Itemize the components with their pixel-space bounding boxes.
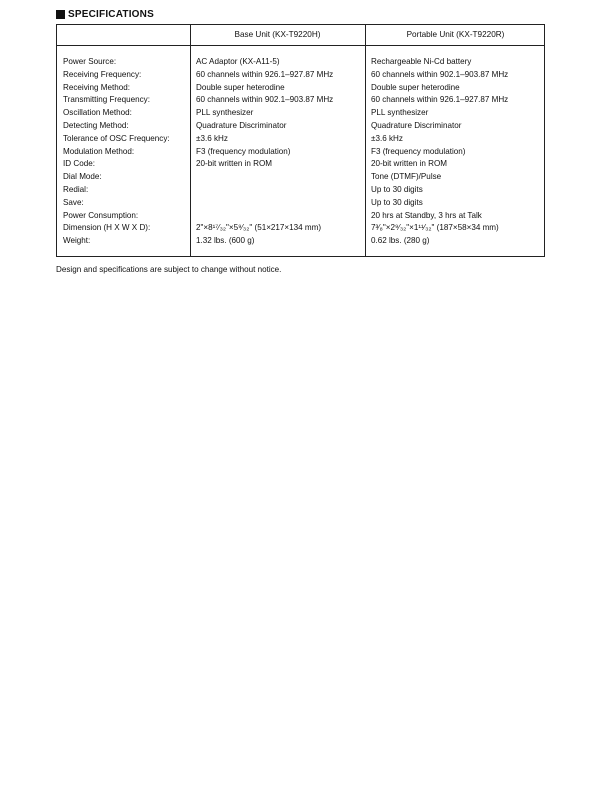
portable-unit-value: Up to 30 digits (371, 197, 423, 207)
table-row (57, 210, 544, 223)
base-unit-value: F3 (frequency modulation) (196, 146, 291, 156)
table-row (57, 56, 544, 69)
portable-unit-value: 60 channels within 902.1–903.87 MHz (371, 69, 509, 79)
table-row (57, 197, 544, 210)
portable-unit-value: 7³⁄₈"×2⁹⁄₃₂"×1¹¹⁄₃₂" (187×58×34 mm) (371, 223, 499, 233)
table-row (57, 107, 544, 120)
table-row (57, 94, 544, 107)
spec-label: Dial Mode: (63, 172, 102, 182)
spec-label: Receiving Frequency: (63, 69, 142, 79)
base-unit-value: Double super heterodine (196, 82, 285, 92)
base-unit-value: 60 channels within 902.1–903.87 MHz (196, 95, 334, 105)
spec-label: ID Code: (63, 159, 95, 169)
base-unit-value: AC Adaptor (KX-A11-5) (196, 57, 280, 66)
spec-label: Detecting Method: (63, 120, 129, 130)
base-unit-value: ±3.6 kHz (196, 133, 228, 143)
base-unit-value: PLL synthesizer (196, 108, 254, 118)
table-row (57, 146, 544, 159)
base-unit-value: 20-bit written in ROM (196, 159, 273, 169)
base-unit-header: Base Unit (KX-T9220H) (234, 30, 321, 39)
spec-label: Oscillation Method: (63, 108, 132, 118)
table-row (57, 158, 544, 171)
spec-label: Tolerance of OSC Frequency: (63, 133, 170, 143)
base-unit-value: Quadrature Discriminator (196, 120, 287, 130)
table-row (57, 133, 544, 146)
portable-unit-value: Tone (DTMF)/Pulse (371, 172, 442, 182)
portable-unit-value: F3 (frequency modulation) (371, 146, 466, 156)
spec-label: Power Source: (63, 57, 117, 66)
portable-unit-header: Portable Unit (KX-T9220R) (406, 30, 505, 39)
spec-label: Transmitting Frequency: (63, 95, 150, 105)
portable-unit-value: Quadrature Discriminator (371, 120, 462, 130)
spec-label: Power Consumption: (63, 210, 139, 220)
portable-unit-value: PLL synthesizer (371, 108, 429, 118)
specifications-table (56, 24, 545, 257)
portable-unit-value: Double super heterodine (371, 82, 460, 92)
spec-label: Receiving Method: (63, 82, 131, 92)
table-row (57, 171, 544, 184)
table-body (57, 56, 544, 248)
table-row (57, 222, 544, 235)
table-row (57, 82, 544, 95)
spec-label: Save: (63, 197, 84, 207)
table-row (57, 235, 544, 248)
header-divider (57, 45, 544, 46)
portable-unit-value: 20 hrs at Standby, 3 hrs at Talk (371, 210, 482, 220)
section-title: SPECIFICATIONS (68, 9, 154, 20)
footnote: Design and specifications are subject to change without notice. (56, 265, 282, 274)
portable-unit-value: 60 channels within 926.1–927.87 MHz (371, 95, 509, 105)
portable-unit-value: Up to 30 digits (371, 184, 423, 194)
spec-label: Dimension (H X W X D): (63, 223, 151, 233)
table-row (57, 184, 544, 197)
portable-unit-value: 0.62 lbs. (280 g) (371, 236, 430, 246)
section-heading (56, 9, 154, 20)
table-row (57, 69, 544, 82)
table-row (57, 120, 544, 133)
base-unit-value: 2"×8¹⁷⁄₃₂"×5⁹⁄₃₂" (51×217×134 mm) (196, 223, 322, 233)
square-bullet-icon (56, 10, 65, 19)
portable-unit-value: ±3.6 kHz (371, 133, 403, 143)
base-unit-value: 1.32 lbs. (600 g) (196, 236, 255, 246)
spec-label: Redial: (63, 184, 89, 194)
portable-unit-value: 20-bit written in ROM (371, 159, 448, 169)
spec-label: Weight: (63, 236, 91, 246)
base-unit-value: 60 channels within 926.1–927.87 MHz (196, 69, 334, 79)
spec-label: Modulation Method: (63, 146, 135, 156)
portable-unit-value: Rechargeable Ni-Cd battery (371, 57, 472, 66)
